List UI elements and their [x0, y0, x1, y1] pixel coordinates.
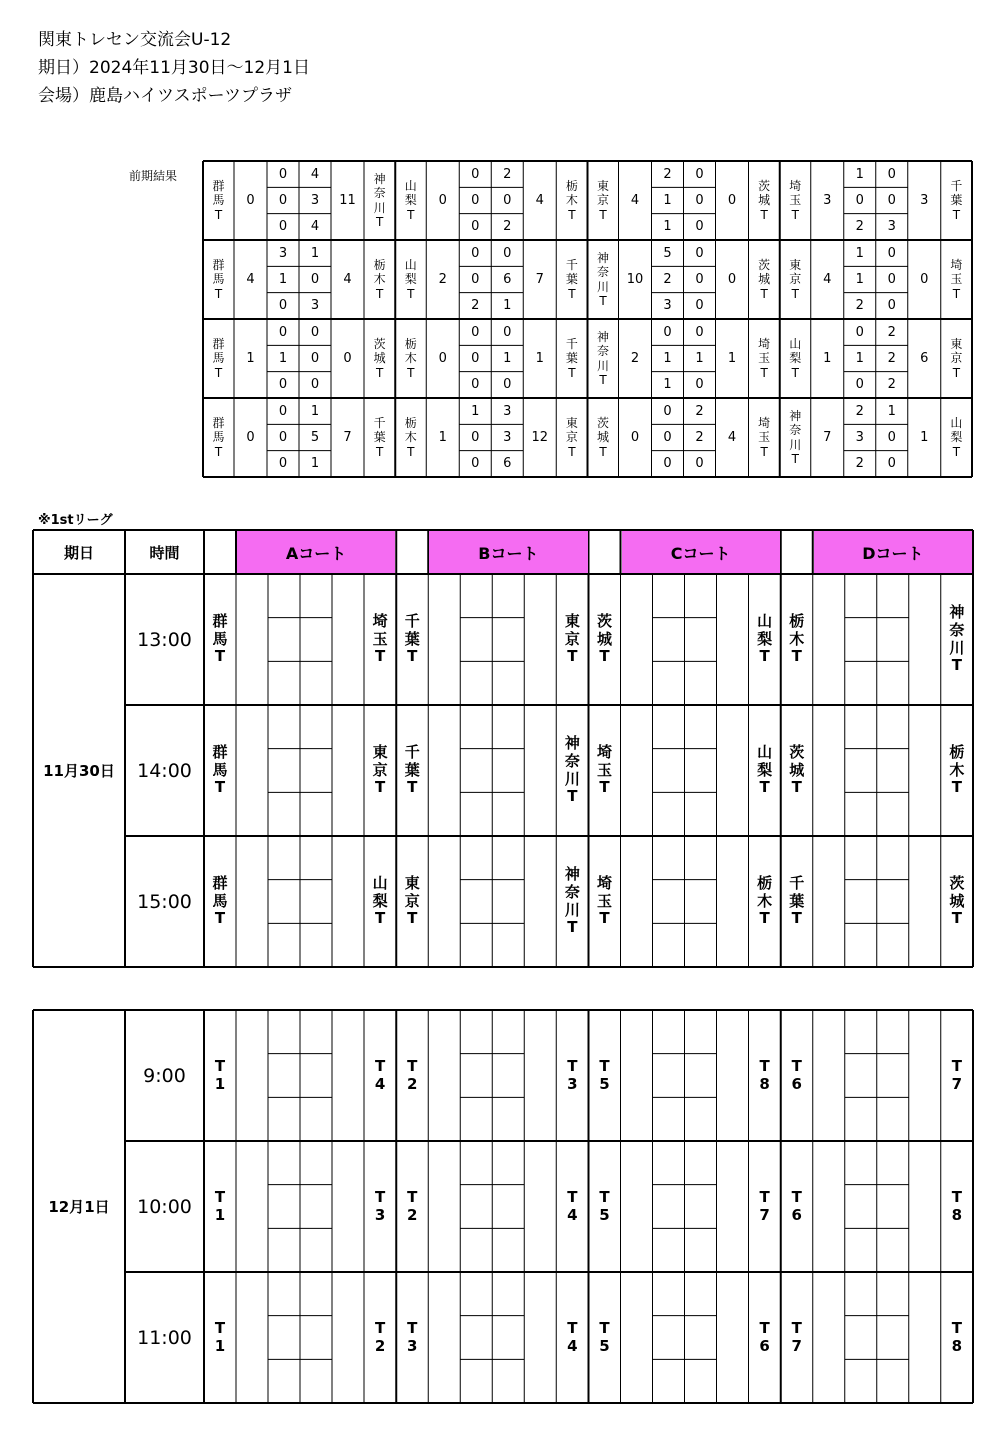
- result-away-score: 4: [343, 272, 352, 287]
- match-home-team: 茨 城 T: [596, 611, 612, 666]
- schedule-date: 11月30日: [43, 762, 115, 780]
- result-period-home: 1: [471, 403, 480, 419]
- result-period-home: 0: [278, 298, 288, 314]
- result-period-home: 1: [663, 192, 672, 208]
- result-period-home: 2: [471, 298, 480, 314]
- result-period-away: 0: [887, 298, 896, 314]
- result-period-home: 2: [663, 166, 672, 182]
- result-home-score: 4: [630, 193, 640, 208]
- result-home-team: 栃 木 T: [404, 416, 417, 459]
- column-header-time: 時間: [149, 543, 180, 562]
- match-home-team: T 2: [407, 1187, 418, 1224]
- result-home-team: 群 馬 T: [212, 179, 225, 222]
- match-home-team: 茨 城 T: [789, 742, 805, 797]
- result-period-away: 2: [887, 350, 896, 366]
- result-away-team: 千 葉 T: [373, 416, 386, 459]
- time-slot: 10:00: [137, 1195, 192, 1218]
- result-period-away: 6: [503, 271, 512, 287]
- result-period-away: 4: [310, 219, 320, 235]
- result-period-away: 0: [887, 456, 896, 472]
- match-home-team: 千 葉 T: [789, 873, 805, 928]
- result-period-away: 0: [695, 192, 704, 208]
- court-header-b: Bコート: [429, 531, 587, 573]
- result-away-team: 千 葉 T: [950, 179, 963, 222]
- result-period-home: 1: [855, 271, 864, 287]
- result-period-away: 0: [695, 245, 704, 261]
- result-period-away: 2: [887, 324, 896, 340]
- result-period-home: 1: [278, 271, 288, 287]
- result-period-home: 0: [278, 219, 288, 235]
- league-label: ※1stリーグ: [38, 513, 113, 528]
- result-period-home: 2: [855, 219, 864, 235]
- result-away-team: 東 京 T: [950, 337, 963, 380]
- result-period-away: 1: [503, 298, 512, 314]
- match-away-team: T 8: [759, 1056, 770, 1093]
- result-away-score: 6: [920, 351, 929, 366]
- result-period-home: 0: [471, 350, 480, 366]
- result-home-score: 1: [246, 351, 255, 366]
- match-away-team: 山 梨 T: [757, 742, 773, 797]
- result-home-score: 4: [246, 272, 255, 287]
- match-away-team: 山 梨 T: [372, 873, 388, 928]
- result-period-away: 0: [695, 377, 704, 393]
- match-away-team: 栃 木 T: [757, 873, 773, 928]
- result-away-team: 東 京 T: [565, 416, 578, 459]
- event-venue: 会場）鹿島ハイツスポーツプラザ: [38, 86, 292, 106]
- result-period-away: 0: [503, 377, 512, 393]
- match-home-team: 群 馬 T: [212, 873, 228, 928]
- result-period-away: 3: [503, 403, 512, 419]
- match-home-team: 埼 玉 T: [596, 742, 612, 797]
- match-away-team: 神 奈 川 T: [949, 603, 965, 675]
- result-away-score: 0: [727, 272, 737, 287]
- result-period-away: 1: [310, 403, 320, 419]
- match-home-team: 群 馬 T: [212, 742, 228, 797]
- result-home-team: 群 馬 T: [212, 416, 225, 459]
- result-period-home: 0: [278, 192, 288, 208]
- result-period-home: 0: [855, 324, 864, 340]
- result-away-score: 1: [535, 351, 544, 366]
- match-away-team: 茨 城 T: [949, 873, 965, 928]
- match-home-team: T 7: [791, 1318, 802, 1355]
- result-period-home: 0: [663, 429, 672, 445]
- match-home-team: T 5: [599, 1056, 610, 1093]
- result-period-away: 0: [503, 245, 512, 261]
- match-away-team: T 2: [374, 1318, 386, 1355]
- result-period-home: 0: [278, 324, 288, 340]
- result-away-team: 栃 木 T: [565, 179, 578, 222]
- result-away-score: 1: [920, 430, 929, 445]
- court-header-d: Dコート: [814, 531, 972, 573]
- result-period-away: 1: [503, 350, 512, 366]
- result-away-score: 7: [535, 272, 544, 287]
- result-home-team: 群 馬 T: [212, 337, 225, 380]
- result-away-score: 0: [343, 351, 352, 366]
- result-away-score: 4: [727, 430, 737, 445]
- result-away-team: 埼 玉 T: [758, 337, 771, 380]
- match-home-team: 東 京 T: [404, 873, 420, 928]
- result-period-home: 0: [663, 403, 672, 419]
- result-period-away: 0: [310, 350, 320, 366]
- result-away-team: 埼 玉 T: [950, 258, 963, 301]
- results-label: 前期結果: [129, 169, 178, 183]
- result-home-score: 0: [438, 351, 447, 366]
- result-period-away: 2: [887, 377, 896, 393]
- result-period-home: 3: [663, 298, 672, 314]
- result-period-home: 1: [663, 350, 672, 366]
- court-header-a: Aコート: [237, 531, 395, 573]
- result-period-away: 0: [310, 324, 320, 340]
- match-home-team: 栃 木 T: [789, 611, 805, 666]
- result-period-home: 1: [855, 350, 864, 366]
- result-home-score: 4: [823, 272, 832, 287]
- result-period-away: 1: [887, 403, 896, 419]
- result-period-home: 1: [278, 350, 288, 366]
- result-home-score: 2: [438, 272, 447, 287]
- match-home-team: 群 馬 T: [212, 611, 228, 666]
- match-home-team: T 5: [599, 1318, 610, 1355]
- result-period-home: 0: [471, 166, 480, 182]
- column-header-date: 期日: [63, 543, 94, 562]
- result-home-team: 群 馬 T: [212, 258, 225, 301]
- result-period-home: 5: [663, 245, 672, 261]
- match-away-team: 山 梨 T: [757, 611, 773, 666]
- result-home-team: 茨 城 T: [596, 416, 609, 459]
- result-period-home: 2: [855, 298, 864, 314]
- result-period-away: 0: [695, 271, 704, 287]
- match-away-team: T 7: [759, 1187, 770, 1224]
- time-slot: 11:00: [137, 1326, 192, 1349]
- result-period-home: 0: [471, 429, 480, 445]
- result-home-score: 10: [626, 272, 644, 287]
- result-period-away: 3: [310, 298, 320, 314]
- result-home-score: 1: [438, 430, 447, 445]
- result-period-home: 0: [471, 271, 480, 287]
- result-period-home: 0: [278, 429, 288, 445]
- match-home-team: T 2: [407, 1056, 418, 1093]
- result-away-team: 茨 城 T: [758, 258, 771, 301]
- match-home-team: T 6: [791, 1187, 802, 1224]
- match-away-team: 東 京 T: [372, 742, 388, 797]
- result-away-score: 0: [920, 272, 929, 287]
- result-period-home: 1: [663, 377, 672, 393]
- result-period-away: 0: [503, 324, 512, 340]
- result-period-away: 4: [310, 166, 320, 182]
- result-period-away: 0: [695, 324, 704, 340]
- result-home-team: 神 奈 川 T: [596, 330, 609, 387]
- result-period-away: 3: [310, 192, 320, 208]
- result-period-home: 0: [278, 377, 288, 393]
- result-period-away: 2: [503, 166, 512, 182]
- result-period-home: 0: [278, 456, 288, 472]
- result-period-home: 3: [855, 429, 864, 445]
- result-period-home: 2: [855, 456, 864, 472]
- match-away-team: T 7: [951, 1056, 963, 1093]
- result-period-away: 0: [887, 166, 896, 182]
- match-away-team: T 4: [567, 1187, 578, 1224]
- result-period-away: 5: [310, 429, 320, 445]
- result-period-home: 0: [663, 456, 672, 472]
- result-home-team: 東 京 T: [789, 258, 802, 301]
- match-home-team: T 6: [791, 1056, 802, 1093]
- match-away-team: 埼 玉 T: [372, 611, 388, 666]
- time-slot: 9:00: [143, 1064, 186, 1087]
- result-home-score: 2: [630, 351, 640, 366]
- result-period-away: 3: [887, 219, 896, 235]
- result-period-away: 1: [310, 456, 320, 472]
- match-away-team: T 4: [374, 1056, 386, 1093]
- match-away-team: T 3: [374, 1187, 386, 1224]
- result-period-away: 0: [695, 166, 704, 182]
- result-period-home: 0: [855, 192, 864, 208]
- result-away-team: 千 葉 T: [565, 337, 578, 380]
- result-period-home: 0: [471, 192, 480, 208]
- result-period-away: 0: [503, 192, 512, 208]
- result-period-home: 1: [663, 219, 672, 235]
- result-period-home: 0: [471, 377, 480, 393]
- result-away-score: 7: [343, 430, 352, 445]
- result-home-team: 東 京 T: [596, 179, 609, 222]
- result-period-home: 2: [855, 403, 864, 419]
- result-away-team: 茨 城 T: [373, 337, 386, 380]
- match-home-team: T 3: [407, 1318, 418, 1355]
- result-away-score: 0: [727, 193, 737, 208]
- match-home-team: 埼 玉 T: [596, 873, 612, 928]
- result-home-score: 0: [246, 430, 255, 445]
- result-period-away: 0: [887, 271, 896, 287]
- result-home-team: 山 梨 T: [789, 337, 802, 380]
- result-period-away: 0: [887, 192, 896, 208]
- result-period-home: 0: [855, 377, 864, 393]
- result-away-team: 山 梨 T: [950, 416, 963, 459]
- match-away-team: T 6: [759, 1318, 770, 1355]
- result-period-away: 0: [695, 456, 704, 472]
- match-home-team: 千 葉 T: [404, 611, 420, 666]
- result-home-team: 埼 玉 T: [789, 179, 802, 222]
- result-period-away: 2: [695, 403, 704, 419]
- result-period-home: 0: [663, 324, 672, 340]
- result-period-away: 0: [887, 429, 896, 445]
- result-period-away: 0: [695, 298, 704, 314]
- schedule-date: 12月1日: [48, 1198, 110, 1216]
- match-home-team: T 1: [214, 1318, 226, 1355]
- result-period-away: 6: [503, 456, 512, 472]
- result-period-home: 0: [471, 456, 480, 472]
- match-away-team: 神 奈 川 T: [564, 865, 580, 937]
- result-period-home: 3: [278, 245, 288, 261]
- result-period-home: 0: [471, 219, 480, 235]
- result-period-home: 0: [278, 166, 288, 182]
- result-home-team: 神 奈 川 T: [789, 409, 802, 466]
- match-away-team: T 3: [567, 1056, 578, 1093]
- result-away-team: 茨 城 T: [758, 179, 771, 222]
- result-period-home: 1: [855, 166, 864, 182]
- match-home-team: T 1: [214, 1056, 226, 1093]
- result-period-away: 2: [503, 219, 512, 235]
- result-period-home: 1: [855, 245, 864, 261]
- result-period-away: 0: [310, 377, 320, 393]
- match-away-team: T 8: [951, 1187, 963, 1224]
- result-home-score: 3: [823, 193, 832, 208]
- result-period-home: 0: [471, 245, 480, 261]
- result-period-away: 1: [310, 245, 320, 261]
- result-home-score: 7: [823, 430, 832, 445]
- court-header-c: Cコート: [622, 531, 780, 573]
- result-home-score: 0: [246, 193, 255, 208]
- time-slot: 15:00: [137, 890, 192, 913]
- result-away-score: 4: [535, 193, 544, 208]
- result-period-away: 1: [695, 350, 704, 366]
- time-slot: 14:00: [137, 759, 192, 782]
- result-home-team: 山 梨 T: [404, 258, 417, 301]
- result-period-away: 0: [887, 245, 896, 261]
- result-period-home: 0: [278, 403, 288, 419]
- result-away-team: 埼 玉 T: [758, 416, 771, 459]
- result-away-score: 3: [920, 193, 929, 208]
- result-away-team: 神 奈 川 T: [373, 172, 386, 229]
- match-home-team: 千 葉 T: [404, 742, 420, 797]
- match-away-team: 東 京 T: [564, 611, 580, 666]
- result-period-away: 0: [310, 271, 320, 287]
- result-away-score: 1: [727, 351, 737, 366]
- match-away-team: 栃 木 T: [949, 742, 965, 797]
- match-home-team: T 5: [599, 1187, 610, 1224]
- result-period-home: 2: [663, 271, 672, 287]
- result-period-away: 0: [695, 219, 704, 235]
- result-period-home: 0: [471, 324, 480, 340]
- event-title: 関東トレセン交流会U-12: [38, 30, 232, 50]
- time-slot: 13:00: [137, 628, 192, 651]
- match-home-team: T 1: [214, 1187, 226, 1224]
- match-away-team: T 4: [567, 1318, 578, 1355]
- result-home-score: 0: [438, 193, 447, 208]
- result-period-away: 3: [503, 429, 512, 445]
- result-away-team: 千 葉 T: [565, 258, 578, 301]
- match-away-team: T 8: [951, 1318, 963, 1355]
- result-home-score: 1: [823, 351, 832, 366]
- result-home-score: 0: [630, 430, 640, 445]
- result-home-team: 神 奈 川 T: [596, 251, 609, 308]
- event-period: 期日）2024年11月30日～12月1日: [38, 58, 310, 78]
- result-home-team: 栃 木 T: [404, 337, 417, 380]
- result-period-away: 2: [695, 429, 704, 445]
- result-away-score: 12: [531, 430, 549, 445]
- result-away-team: 栃 木 T: [373, 258, 386, 301]
- match-away-team: 神 奈 川 T: [564, 734, 580, 806]
- result-away-score: 11: [339, 193, 356, 208]
- result-home-team: 山 梨 T: [404, 179, 417, 222]
